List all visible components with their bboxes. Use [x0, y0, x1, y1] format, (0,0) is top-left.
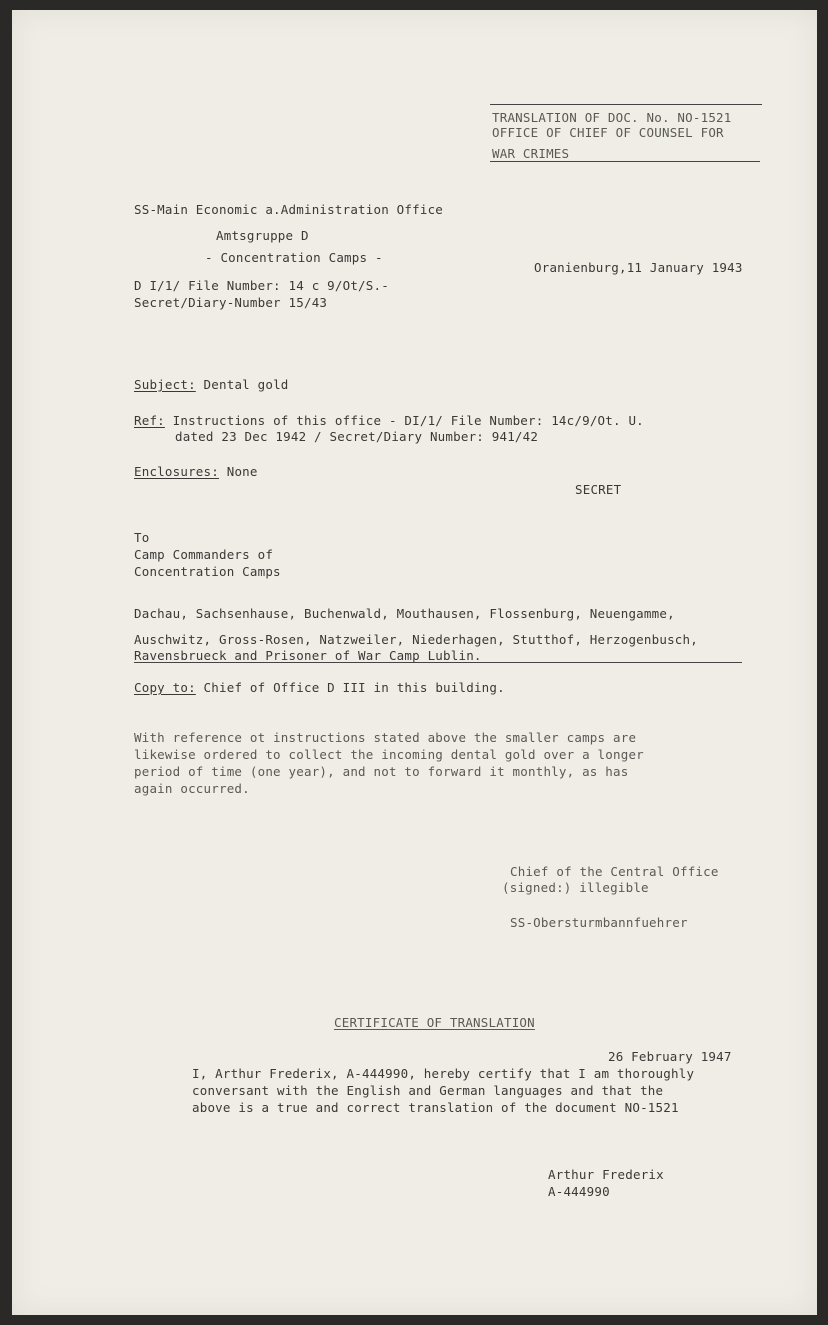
war-crimes-label: WAR CRIMES [492, 146, 570, 161]
subject-text: Dental gold [203, 377, 289, 392]
body-line-3: period of time (one year), and not to forward it monthly, as has [134, 764, 629, 779]
sender-office: SS-Main Economic a.Administration Office [134, 202, 444, 217]
body-line-1: With reference ot instructions stated above the smaller camps are [134, 730, 637, 745]
office-of-chief-counsel: OFFICE OF CHIEF OF COUNSEL FOR [492, 125, 724, 140]
translation-doc-number: TRANSLATION OF DOC. No. NO-1521 [492, 110, 732, 125]
copy-to-line [134, 680, 505, 695]
sender-file-number: D I/1/ File Number: 14 c 9/Ot/S.- [134, 278, 389, 293]
certificate-line-1: I, Arthur Frederix, A-444990, hereby certify that I am thoroughly [192, 1066, 695, 1081]
enclosures-label: Enclosures: [134, 464, 219, 479]
translator-name: Arthur Frederix [548, 1167, 664, 1182]
sender-amtsgruppe: Amtsgruppe D [216, 228, 309, 243]
addressee-to: To [134, 530, 150, 545]
ref-label: Ref: [134, 413, 165, 428]
subject-label: Subject: [134, 377, 196, 392]
camps-rule [134, 662, 742, 663]
body-line-2: likewise ordered to collect the incoming dental gold over a longer [134, 747, 644, 762]
certificate-date: 26 February 1947 [608, 1049, 732, 1064]
addressee-line-1: Camp Commanders of [134, 547, 274, 562]
certificate-line-2: conversant with the English and German languages and that the [192, 1083, 664, 1098]
signature-rank: SS-Obersturmbannfuehrer [510, 915, 688, 930]
enclosures-line [134, 464, 258, 479]
addressee-line-2: Concentration Camps [134, 564, 281, 579]
classification-secret: SECRET [575, 482, 622, 497]
certificate-heading: CERTIFICATE OF TRANSLATION [334, 1015, 535, 1030]
document-page [12, 10, 817, 1315]
body-line-4: again occurred. [134, 781, 250, 796]
ref-line [134, 413, 644, 428]
enclosures-text: None [226, 464, 258, 479]
camps-line-3: Ravensbrueck and Prisoner of War Camp Lublin. [134, 648, 482, 663]
signature-signed: (signed:) illegible [502, 880, 649, 895]
subject-line [134, 377, 289, 392]
ref-text-1: Instructions of this office - DI/1/ File Number: 14c/9/Ot. U. [172, 413, 644, 428]
header-bottom-rule [490, 161, 760, 162]
signature-title: Chief of the Central Office [510, 864, 719, 879]
certificate-line-3: above is a true and correct translation of the document NO-1521 [192, 1100, 679, 1115]
header-top-rule [490, 104, 762, 105]
camps-line-1: Dachau, Sachsenhause, Buchenwald, Mouthausen, Flossenburg, Neuengamme, [134, 606, 675, 621]
camps-line-2: Auschwitz, Gross-Rosen, Natzweiler, Niederhagen, Stutthof, Herzogenbusch, [134, 632, 698, 647]
sender-concentration-camps: - Concentration Camps - [205, 250, 383, 265]
translator-id: A-444990 [548, 1184, 610, 1199]
ref-text-2: dated 23 Dec 1942 / Secret/Diary Number: 941/42 [175, 429, 539, 444]
sender-diary-number: Secret/Diary-Number 15/43 [134, 295, 328, 310]
copy-to-label: Copy to: [134, 680, 196, 695]
place-date: Oranienburg,11 January 1943 [534, 260, 743, 275]
copy-to-text: Chief of Office D III in this building. [203, 680, 505, 695]
